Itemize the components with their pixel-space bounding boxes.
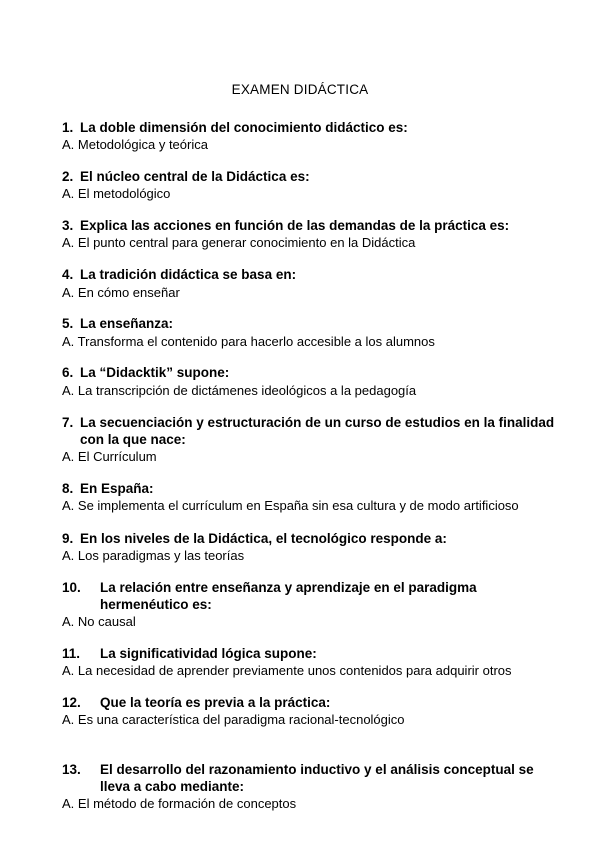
answer-text: A. La necesidad de aprender previamente unos contenidos para adquirir otros	[62, 663, 512, 678]
question-text: El desarrollo del razonamiento inductivo y el análisis conceptual se lleva a cabo mediante:	[100, 762, 534, 794]
question-item	[62, 267, 562, 284]
answer-text: A. No causal	[62, 614, 136, 629]
answer-text: A. En cómo enseñar	[62, 285, 180, 300]
question-number: 7.	[62, 415, 74, 430]
question-item	[62, 218, 562, 235]
question-item	[62, 531, 562, 548]
question-text: En los niveles de la Didáctica, el tecnológico responde a:	[80, 531, 447, 546]
page-title: EXAMEN DIDÁCTICA	[231, 82, 369, 97]
question-number: 4.	[62, 267, 74, 282]
question-text: La secuenciación y estructuración de un curso de estudios en la finalidad con la que nace:	[80, 415, 555, 447]
question-text: La tradición didáctica se basa en:	[80, 267, 297, 282]
question-number: 8.	[62, 481, 74, 496]
question-item	[62, 580, 562, 613]
question-text: El núcleo central de la Didáctica es:	[80, 169, 310, 184]
answer-text: A. El punto central para generar conocimiento en la Didáctica	[62, 235, 416, 250]
question-text: La doble dimensión del conocimiento didáctico es:	[80, 120, 408, 135]
answer-text: A. El metodológico	[62, 186, 171, 201]
answer-text: A. La transcripción de dictámenes ideológicos a la pedagogía	[62, 383, 417, 398]
question-number: 12.	[62, 695, 81, 710]
answer-text: A. El método de formación de conceptos	[62, 796, 297, 811]
answer-text: A. Los paradigmas y las teorías	[62, 548, 245, 563]
question-number: 13.	[62, 762, 81, 777]
answer-text: A. Metodológica y teórica	[62, 137, 208, 152]
question-number: 11.	[62, 646, 81, 661]
question-number: 2.	[62, 169, 74, 184]
question-text: Explica las acciones en función de las demandas de la práctica es:	[80, 218, 510, 233]
question-number: 1.	[62, 120, 74, 135]
question-number: 3.	[62, 218, 74, 233]
question-item	[62, 365, 562, 382]
answer-text: A. Transforma el contenido para hacerlo accesible a los alumnos	[62, 334, 435, 349]
question-text: La significatividad lógica supone:	[100, 646, 317, 661]
question-item	[62, 481, 562, 498]
question-text: Que la teoría es previa a la práctica:	[100, 695, 331, 710]
question-item	[62, 169, 562, 186]
question-number: 6.	[62, 365, 74, 380]
question-item	[62, 695, 562, 712]
question-item	[62, 762, 562, 795]
question-item	[62, 646, 562, 663]
question-item	[62, 316, 562, 333]
answer-text: A. El Currículum	[62, 449, 157, 464]
question-number: 9.	[62, 531, 74, 546]
question-item	[62, 120, 562, 137]
question-text: En España:	[80, 481, 154, 496]
question-number: 10.	[62, 580, 81, 595]
question-item	[62, 415, 562, 448]
question-text: La enseñanza:	[80, 316, 174, 331]
answer-text: A. Es una característica del paradigma racional-tecnológico	[62, 712, 405, 727]
question-text: La “Didacktik” supone:	[80, 365, 230, 380]
question-text: La relación entre enseñanza y aprendizaje en el paradigma hermenéutico es:	[100, 580, 477, 612]
question-number: 5.	[62, 316, 74, 331]
answer-text: A. Se implementa el currículum en España sin esa cultura y de modo artificioso	[62, 498, 519, 513]
